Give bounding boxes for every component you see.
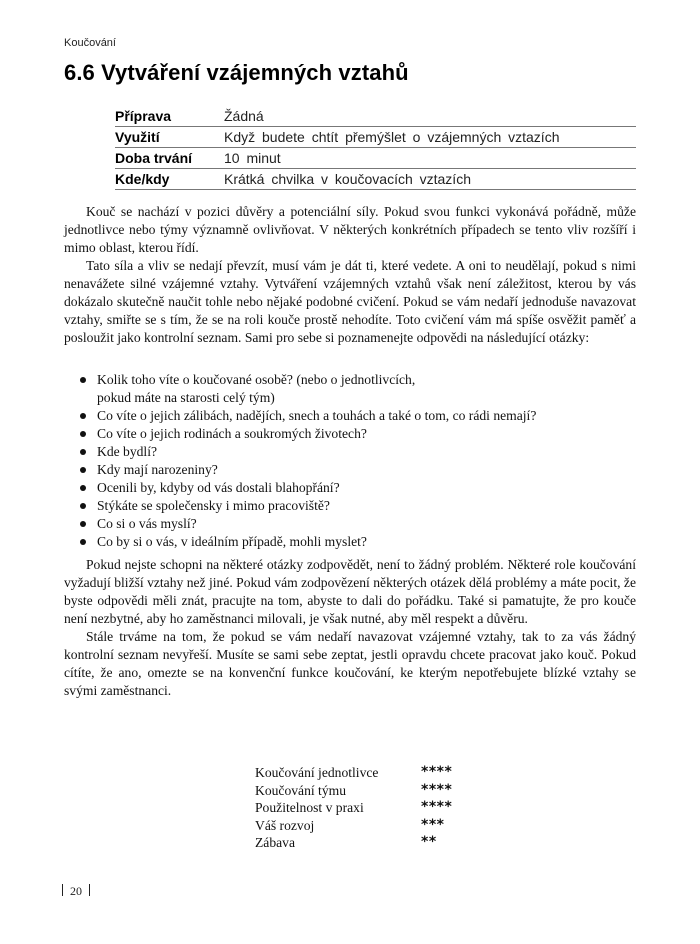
- question-text: Co víte o jejich rodinách a soukromých životech?: [97, 426, 367, 441]
- bullet-icon: [80, 413, 86, 419]
- closing-text: [64, 556, 636, 700]
- list-item: [80, 407, 640, 425]
- info-key: Příprava: [115, 106, 224, 127]
- question-text: Kde bydlí?: [97, 444, 158, 459]
- folio-right-bar: [89, 884, 90, 896]
- rating-stars: ****: [421, 764, 453, 780]
- question-text: Ocenili by, kdyby od vás dostali blahopřání?: [97, 480, 340, 495]
- question-text: Co by si o vás, v ideálním případě, mohli myslet?: [97, 534, 367, 549]
- list-item: [80, 497, 640, 515]
- exercise-info-table: [115, 106, 636, 190]
- bullet-icon: [80, 485, 86, 491]
- info-value: Když budete chtít přemýšlet o vzájemných vztazích: [224, 127, 636, 148]
- rating-label: Koučování jednotlivce: [255, 765, 379, 780]
- running-head: Koučování: [64, 37, 116, 49]
- list-item: [80, 425, 640, 443]
- list-item: [80, 533, 640, 551]
- bullet-icon: [80, 521, 86, 527]
- list-item: [80, 443, 640, 461]
- question-text: Co víte o jejich zálibách, nadějích, snech a touhách a také o tom, co rádi nemají?: [97, 408, 537, 423]
- info-key: Doba trvání: [115, 148, 224, 169]
- question-list: [80, 371, 640, 551]
- bullet-icon: [80, 467, 86, 473]
- rating-stars: ****: [421, 781, 453, 798]
- bullet-icon: [80, 377, 86, 383]
- rating-label: Zábava: [255, 835, 295, 850]
- bullet-icon: [80, 449, 86, 455]
- question-text: Stýkáte se společensky i mimo pracoviště?: [97, 498, 330, 513]
- bullet-icon: [80, 539, 86, 545]
- info-key: Kde/kdy: [115, 169, 224, 190]
- ratings-table: [255, 764, 452, 852]
- rating-stars: **: [421, 834, 437, 850]
- paragraph: Pokud nejste schopni na některé otázky zodpovědět, není to žádný problém. Některé role koučování vyžadují bližší vztahy než jiné. Pokud vám zodpovězení některých otázek dělá problémy a máte pocit, že byste odpovědi měli znát, pracujte na tom, abyste to dali do pořádku. Také si pamatujte, že pro kouče není nezbytné, aby ho zaměstnanci milovali, je však nutné, aby měl respekt a důvěru.: [64, 557, 636, 626]
- list-item: [80, 461, 640, 479]
- rating-stars: ****: [421, 799, 453, 815]
- rating-row: [255, 799, 452, 817]
- list-item: [80, 479, 640, 497]
- list-item: [80, 515, 640, 533]
- info-row-where-when: [115, 169, 636, 190]
- rating-row: [255, 764, 452, 782]
- intro-text: [64, 203, 636, 347]
- rating-row: [255, 782, 452, 800]
- page-number-text: 20: [70, 884, 82, 898]
- rating-row: [255, 834, 452, 852]
- paragraph: Tato síla a vliv se nedají převzít, musí vám je dát ti, které vedete. A oni to neudělají, pokud s nimi nenavážete silné vzájemné vztahy. Vytváření vzájemných vztahů však není záležitost, kterou by vás dokázalo skutečně naučit tohle nebo nějaké podobné cvičení. Pokud se vám nedaří jednoduše navazovat vztahy, smiřte se s tím, že se na roli kouče prostě nehodíte. Toto cvičení vám má spíše osvěžit paměť a posloužit jako kontrolní seznam. Sami pro sebe si poznamenejte odpovědi na následující otázky:: [64, 258, 636, 345]
- question-text: Co si o vás myslí?: [97, 516, 197, 531]
- info-row-preparation: [115, 106, 636, 127]
- bullet-icon: [80, 503, 86, 509]
- page-number: [62, 884, 90, 899]
- info-row-usage: [115, 127, 636, 148]
- info-key: Využití: [115, 127, 224, 148]
- question-text: Kdy mají narozeniny?: [97, 462, 218, 477]
- bullet-icon: [80, 431, 86, 437]
- list-item: [80, 371, 640, 407]
- info-value: 10 minut: [224, 148, 636, 169]
- info-value: Krátká chvilka v koučovacích vztazích: [224, 169, 636, 190]
- question-text-continued: pokud máte na starosti celý tým): [97, 390, 275, 405]
- question-text: Kolik toho víte o koučované osobě? (nebo o jednotlivcích,: [97, 372, 416, 387]
- rating-row: [255, 817, 452, 835]
- info-value: Žádná: [224, 106, 636, 127]
- info-row-duration: [115, 148, 636, 169]
- section-title: 6.6 Vytváření vzájemných vztahů: [64, 60, 409, 85]
- folio-left-bar: [62, 884, 63, 896]
- rating-label: Koučování týmu: [255, 782, 346, 798]
- rating-label: Použitelnost v praxi: [255, 800, 364, 815]
- paragraph: Kouč se nachází v pozici důvěry a potenciální síly. Pokud svou funkci vykonává pořádně, může jednotlivce nebo týmy významně ovlivňovat. V některých konkrétních případech se tento vliv rozšíří i mimo oblast, kterou řídí.: [64, 204, 636, 255]
- paragraph: Stále trváme na tom, že pokud se vám nedaří navazovat vzájemné vztahy, tak to za vás žádný kontrolní seznam nevyřeší. Musíte se sami sebe zeptat, jestli opravdu chcete pracovat jako kouč. Pokud cítíte, že ano, omezte se na konvenční funkce koučování, ke kterým nepotřebujete blízké vztahy se svými zaměstnanci.: [64, 629, 636, 698]
- rating-stars: ***: [421, 816, 445, 833]
- rating-label: Váš rozvoj: [255, 817, 315, 833]
